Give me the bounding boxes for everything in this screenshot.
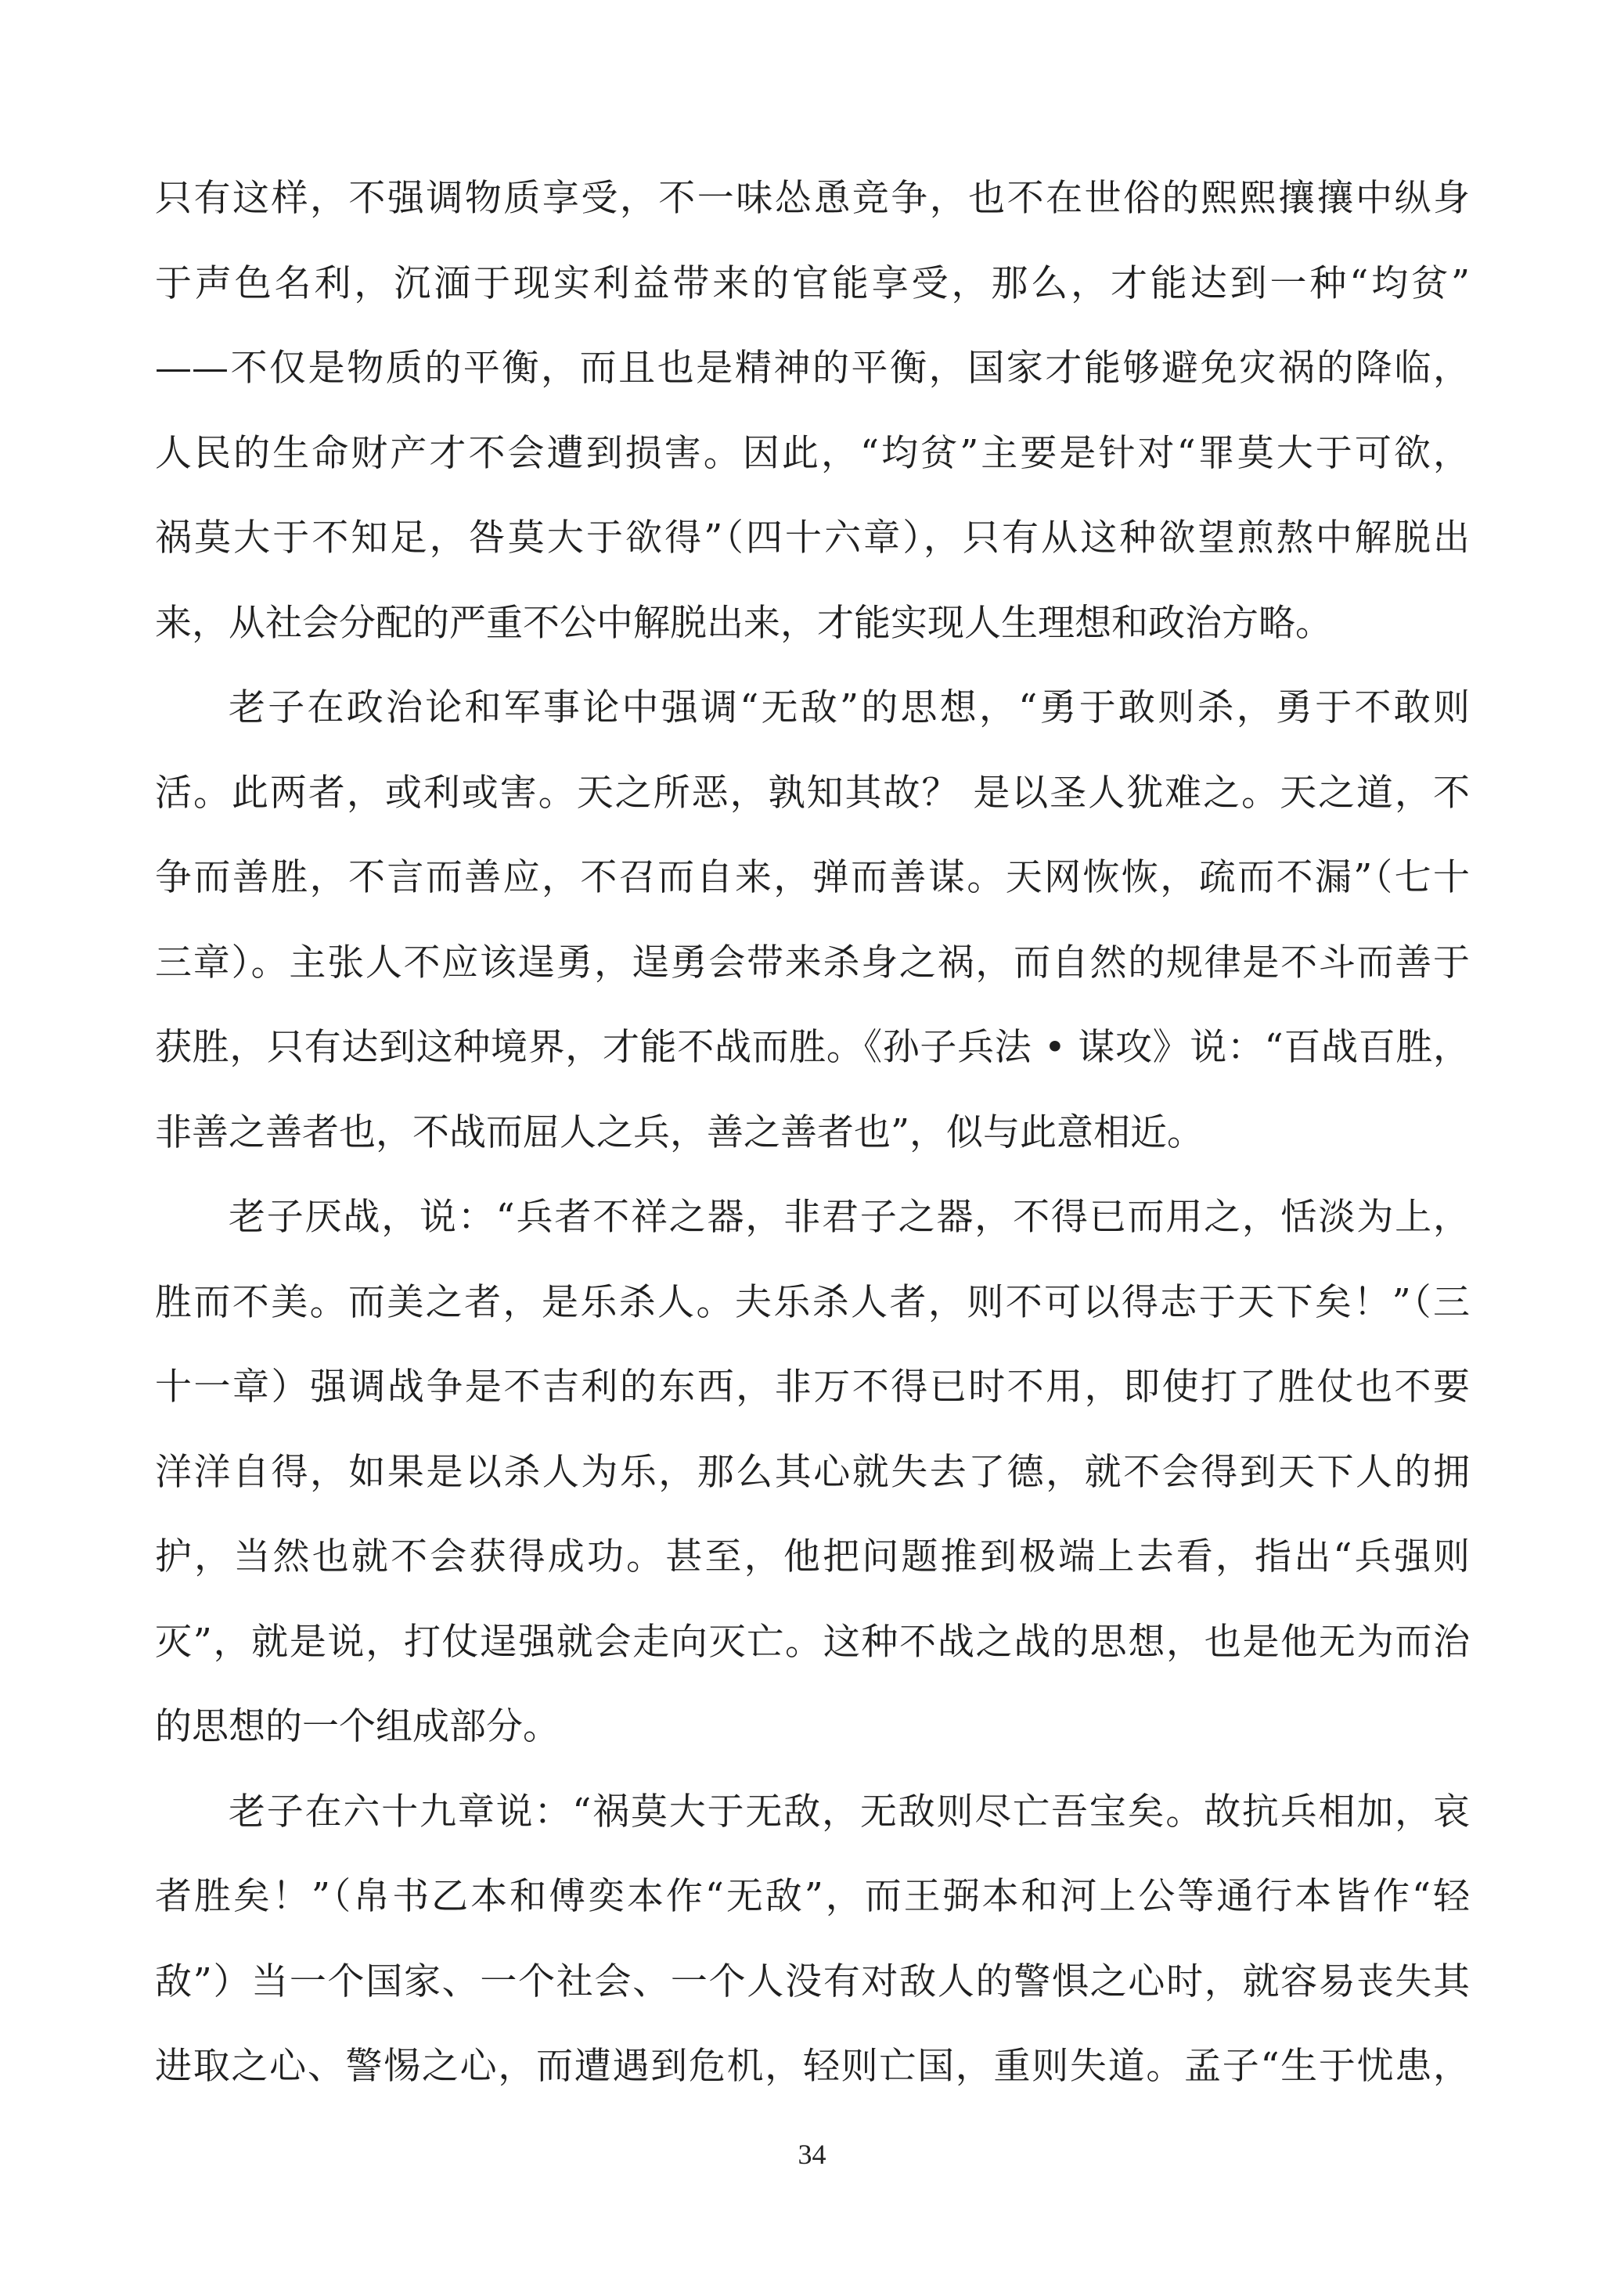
text-line: 护，当然也就不会获得成功。甚至，他把问题推到极端上去看，指出“兵强则 — [155, 1535, 1470, 1578]
text-line: 人民的生命财产才不会遭到损害。因此，“均贫”主要是针对“罪莫大于可欲， — [155, 431, 1470, 475]
text-line: 非善之善者也，不战而屈人之兵，善之善者也”，似与此意相近。 — [155, 1110, 1204, 1154]
text-line: 胜而不美。而美之者，是乐杀人。夫乐杀人者，则不可以得志于天下矣！”（三 — [155, 1280, 1470, 1324]
text-line: 三章）。主张人不应该逞勇，逞勇会带来杀身之祸，而自然的规律是不斗而善于 — [155, 941, 1470, 984]
text-line: 进取之心、警惕之心，而遭遇到危机，轻则亡国，重则失道。孟子“生于忧患， — [155, 2045, 1470, 2088]
text-line: 于声色名利，沉湎于现实利益带来的官能享受，那么，才能达到一种“均贫” — [155, 261, 1470, 305]
text-line: 的思想的一个组成部分。 — [155, 1705, 560, 1748]
text-line: 洋洋自得，如果是以杀人为乐，那么其心就失去了德，就不会得到天下人的拥 — [155, 1450, 1470, 1494]
text-line: 祸莫大于不知足，咎莫大于欲得”（四十六章），只有从这种欲望煎熬中解脱出 — [155, 516, 1470, 560]
paragraph — [155, 666, 1470, 1175]
body-text — [155, 157, 1470, 2110]
paragraph — [155, 157, 1470, 666]
text-line: 者胜矣！”（帛书乙本和傅奕本作“无敌”，而王弼本和河上公等通行本皆作“轻 — [155, 1875, 1470, 1918]
text-line: 活。此两者，或利或害。天之所恶，孰知其故？ 是以圣人犹难之。天之道，不 — [155, 771, 1470, 815]
text-line: 来，从社会分配的严重不公中解脱出来，才能实现人生理想和政治方略。 — [155, 601, 1332, 645]
paragraph — [155, 1175, 1470, 1770]
text-line: 老子厌战，说：“兵者不祥之器，非君子之器，不得已而用之，恬淡为上， — [229, 1196, 1470, 1239]
page-number: 34 — [798, 2139, 826, 2170]
text-line: 获胜，只有达到这种境界，才能不战而胜。《孙子兵法 • 谋攻》说：“百战百胜， — [155, 1026, 1470, 1069]
paragraph — [155, 1770, 1470, 2110]
text-line: 老子在六十九章说：“祸莫大于无敌，无敌则尽亡吾宝矣。故抗兵相加，哀 — [229, 1790, 1470, 1834]
text-line: 十一章）强调战争是不吉利的东西，非万不得已时不用，即使打了胜仗也不要 — [155, 1366, 1470, 1409]
text-line: 敌”）当一个国家、一个社会、一个人没有对敌人的警惧之心时，就容易丧失其 — [155, 1960, 1470, 2003]
text-line: 灭”，就是说，打仗逞强就会走向灭亡。这种不战之战的思想，也是他无为而治 — [155, 1620, 1470, 1664]
text-line: 只有这样，不强调物质享受，不一味怂恿竞争，也不在世俗的熙熙攘攘中纵身 — [155, 177, 1470, 220]
text-line: ——不仅是物质的平衡，而且也是精神的平衡，国家才能够避免灾祸的降临， — [155, 347, 1470, 390]
text-line: 老子在政治论和军事论中强调“无敌”的思想，“勇于敢则杀，勇于不敢则 — [229, 686, 1470, 729]
text-line: 争而善胜，不言而善应，不召而自来，弹而善谋。天网恢恢，疏而不漏”（七十 — [155, 856, 1470, 899]
